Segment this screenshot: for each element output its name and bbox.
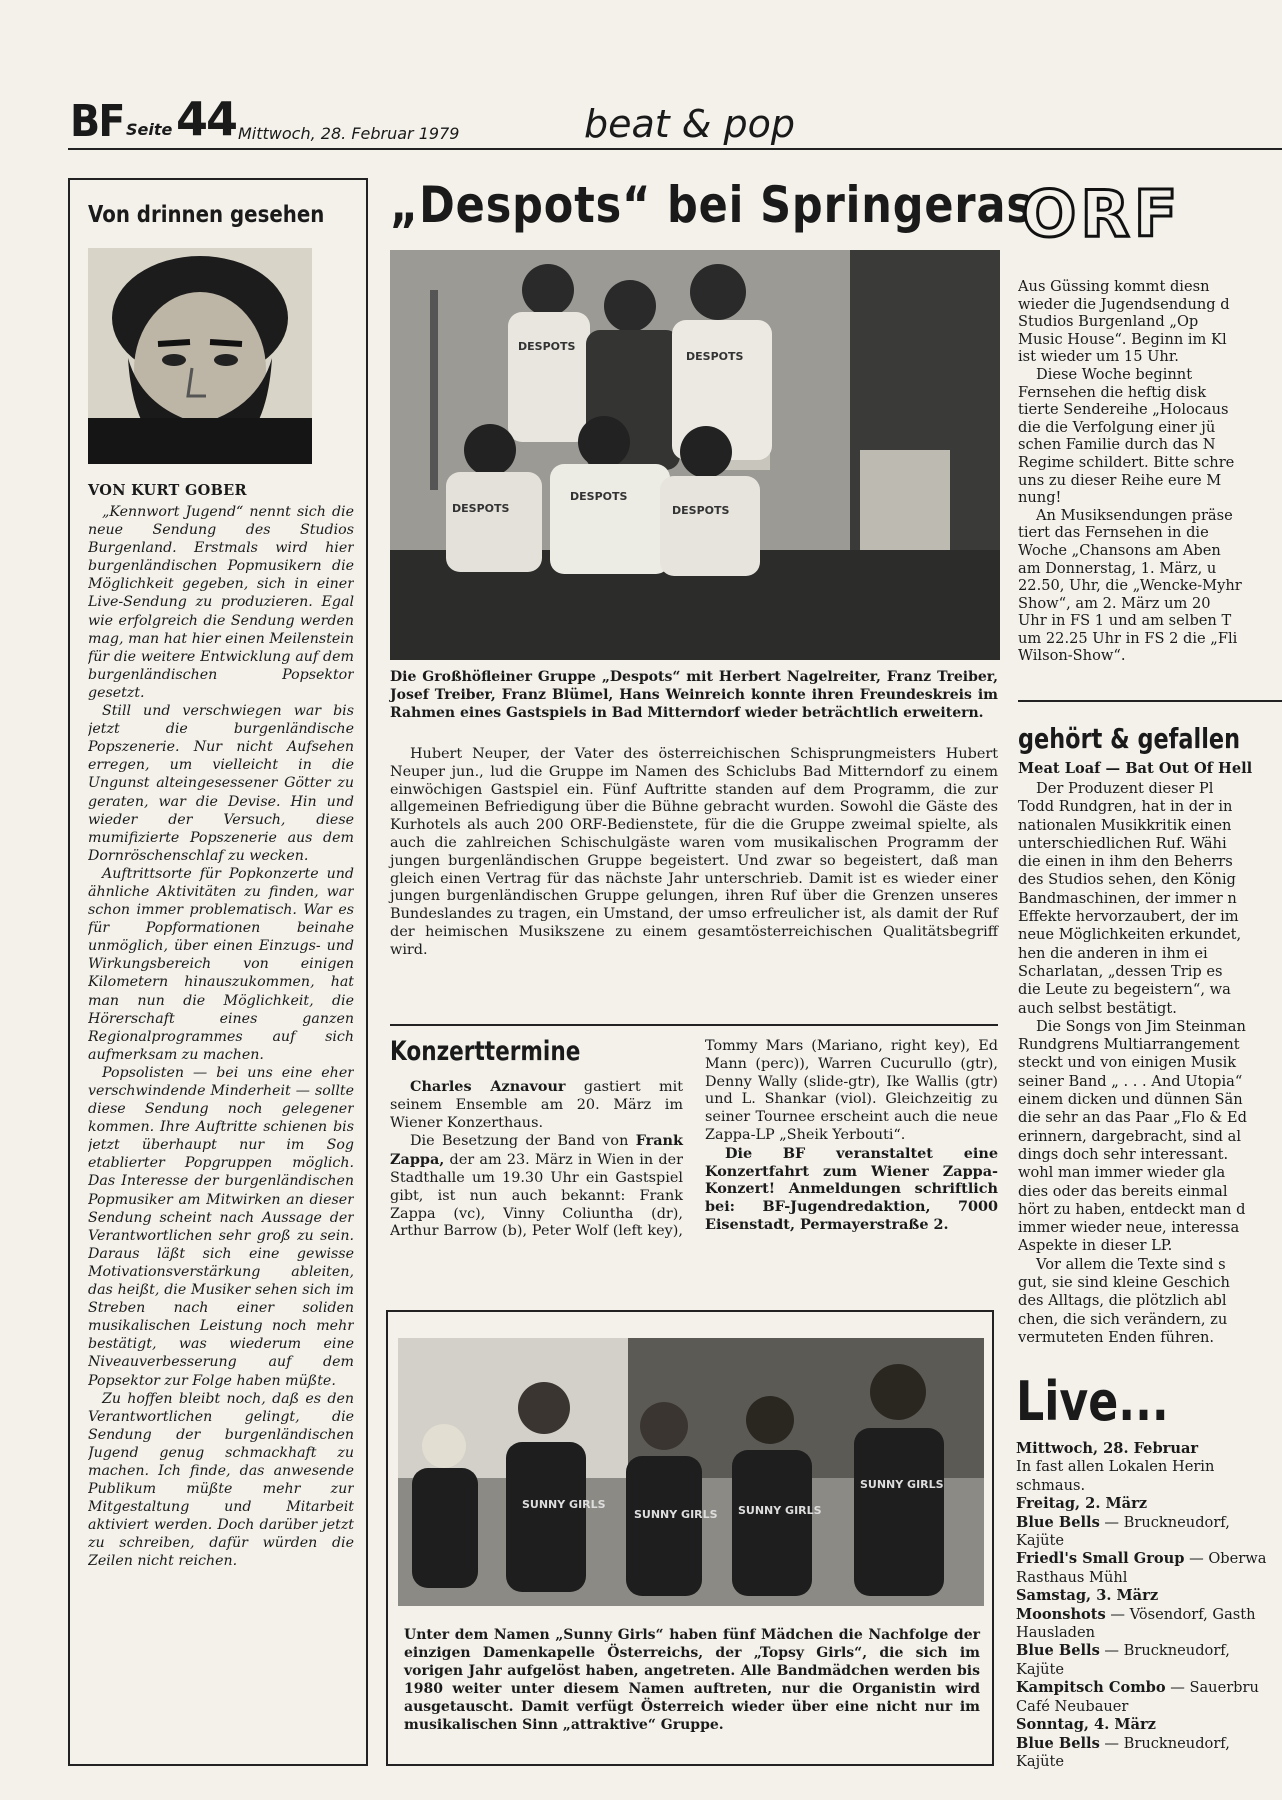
live-entry: Freitag, 2. März [1016,1495,1148,1513]
orf-line: Aus Güssing kommt diesn [1018,278,1210,295]
shirt-print: SUNNY GIRLS [522,1498,606,1511]
sunny-girls-photo [398,1338,984,1606]
orf-line: am Donnerstag, 1. März, u [1018,559,1217,577]
gehoert-line: die einen in ihm den Beherrs [1018,853,1233,871]
gehoert-line: Die Songs von Jim Steinman [1036,1017,1246,1035]
live-entry: Blue Bells — Bruckneudorf, [1016,1513,1230,1531]
column-left-paragraph: Auftrittsorte für Popkonzerte und ähnliche Aktivitäten zu finden, war schon immer problematisch. War es für Popformationen beinahe unmöglich, über einen Einzugs- und Wirkungsbereich von einigen Kilometern hinauszukommen, hat man nun die Möglichkeit, die Hörerschaft eines ganzen Regionalprogrammes auf sich aufmerksam zu machen. [88,865,354,1063]
main-headline: „Despots“ bei Springeras [390,176,1033,234]
shirt-print: SUNNY GIRLS [860,1478,944,1491]
konzert-artist: Frank Zappa, [390,1132,683,1169]
orf-line: tiert das Fernsehen in die [1018,524,1209,542]
gehoert-line: seiner Band „ . . . And Utopia“ [1018,1072,1243,1090]
orf-line: tierte Sendereihe „Holocaus [1018,401,1229,419]
gehoert-line: auch selbst bestätigt. [1018,999,1177,1017]
gehoert-line: des Alltags, die plötzlich abl [1018,1292,1227,1310]
gehoert-line: Aspekte in dieser LP. [1018,1237,1173,1255]
column-left-paragraph: Popsolisten — bei uns eine eher verschwindende Minderheit — sollte diese Sendung noch gelegener kommen. Ihre Auftritte schienen bis jetzt überhaupt nur im Sog etablierter Popgruppen möglich. Das Interesse der burgenländischen Popmusiker am Mitwirken an dieser Sendung scheint nach Aussage der Verantwortlichen sehr groß zu sein. Daraus läßt sich eine gewisse Motivationsverstärkung ableiten, das heißt, die Musiker sehen sich im Streben nach einer soliden musikalischen Leistung noch mehr bestätigt, was wiederum eine Niveauverbesserung auf dem Popsektor zur Folge haben müßte. [88,1064,354,1389]
orf-line: Music House“. Beginn im Kl [1018,330,1227,348]
column-left-border [68,178,70,1766]
live-entry: Kampitsch Combo — Sauerbru [1016,1679,1259,1697]
despots-caption: Die Großhöfleiner Gruppe „Despots“ mit Herbert Nagelreiter, Franz Treiber, Josef Treiber, Franz Blümel, Hans Weinreich konnte ihren Freundeskreis im Rahmen eines Gastspiels in Bad Mitterndorf wieder beträchtlich erweitern. [390,669,998,721]
live-entry: Mittwoch, 28. Februar [1016,1440,1199,1457]
orf-line: um 22.25 Uhr in FS 2 die „Fli [1018,629,1238,647]
page-label: Seite [126,120,173,139]
orf-line: wieder die Jugendsendung d [1018,295,1230,313]
shirt-print: DESPOTS [686,350,744,363]
live-entry: schmaus. [1016,1476,1086,1494]
konzert-text: gastiert mit seinem Ensemble am 20. März im Wiener Konzerthaus. [390,1079,683,1131]
shirt-print: SUNNY GIRLS [634,1508,718,1521]
gehoert-line: immer wieder neue, interessa [1018,1219,1240,1237]
gehoert-line: Todd Rundgren, hat in der in [1018,798,1233,816]
live-entry: Friedl's Small Group — Oberwa [1016,1550,1267,1568]
sunny-girls-caption: Unter dem Namen „Sunny Girls“ haben fünf Mädchen die Nachfolge der einzigen Damenkapelle Österreichs, der „Topsy Girls“, die sich im vorigen Jahr aufgelöst haben, angetreten. Alle Bandmädchen werden bis 1980 weiter unter diesem Namen auftreten, nur die Organistin wird ausgetauscht. Damit verfügt Österreich wieder über eine nicht nur im musikalischen Sinn „attraktive“ Gruppe. [404,1627,980,1733]
column-left-bottom-rule [68,1764,368,1766]
gehoert-line: steckt und von einigen Musik [1018,1054,1237,1072]
orf-line: Woche „Chansons am Aben [1018,541,1221,559]
column-left-paragraph: „Kennwort Jugend“ nennt sich die neue Sendung des Studios Burgenland. Erstmals wird hier burgenländischen Popmusikern die Möglichkeit gegeben, sich in einer Live-Sendung zu produzieren. Egal wie erfolgreich die Sendung werden mag, man hat hier einen Meilenstein für die weitere Entwicklung auf dem burgenländischen Popsektor gesetzt. [88,504,354,701]
author-byline: VON KURT GOBER [88,482,247,499]
issue-date: Mittwoch, 28. Februar 1979 [238,124,460,143]
gehoert-line: erinnern, dargebracht, sind al [1018,1127,1242,1145]
section-title: beat & pop [584,102,795,146]
gehoert-line: dings doch sehr interessant. [1018,1145,1229,1163]
orf-line: Uhr in FS 1 und am selben T [1018,612,1232,630]
orf-line: An Musiksendungen präse [1036,506,1233,524]
live-listing [1016,1440,1282,1771]
live-entry: Kajüte [1016,1752,1065,1770]
gehoert-line: wohl man immer wieder gla [1018,1164,1226,1182]
gehoert-review [1018,780,1282,1347]
column-left-body [88,503,354,1758]
live-entry: Kajüte [1016,1532,1065,1550]
gehoert-line: Scharlatan, „dessen Trip es [1018,962,1223,980]
despots-band-photo [390,250,1000,660]
live-entry: Sonntag, 4. März [1016,1716,1156,1734]
page-number: 44 [176,92,237,146]
konzert-body [390,1038,998,1273]
gehoert-line: die Leute zu begeistern“, wa [1018,981,1231,999]
shirt-print: SUNNY GIRLS [738,1504,822,1517]
gehoert-album-title: Meat Loaf — Bat Out Of Hell [1018,760,1253,777]
header-rule [68,148,1282,150]
gehoert-line: nationalen Musikkritik einen [1018,816,1232,834]
live-entry: Blue Bells — Bruckneudorf, [1016,1642,1230,1660]
gehoert-line: des Studios sehen, den König [1018,871,1236,889]
gehoert-line: chen, die sich verändern, zu [1018,1310,1228,1328]
column-left-paragraph: Still und verschwiegen war bis jetzt die burgenländische Popszenerie. Nur nicht Aufsehen erregen, um vielleicht in die Ungunst alteingesessener Götter zu geraten, war die Devise. Hin und wieder der Versuch, diese mumifizierte Popszenerie aus dem Dornröschenschlaf zu wecken. [88,703,354,864]
orf-line: Diese Woche beginnt [1036,365,1193,383]
live-entry: Hausladen [1016,1624,1096,1642]
despots-article-body [390,746,998,960]
column-left-headline: Von drinnen gesehen [88,202,325,228]
gehoert-line: unterschiedlichen Ruf. Wähi [1018,834,1227,852]
orf-line: Regime schildert. Bitte schre [1018,453,1235,471]
live-entry: Blue Bells — Bruckneudorf, [1016,1734,1230,1752]
gehoert-line: Bandmaschinen, der immer n [1018,889,1237,907]
gehoert-line: Rundgrens Multiarrangement [1018,1036,1240,1054]
live-entry: Samstag, 3. März [1016,1587,1159,1605]
orf-bottom-rule [1018,700,1282,702]
column-left-paragraph: Zu hoffen bleibt noch, daß es den Verantwortlichen gelingt, die Sendung der burgenländischen Jugend genug schmackhaft zu machen. Ich finde, das anwesende Publikum müßte mehr zur Mitgestaltung und Mitarbeit aktiviert werden. Doch darüber jetzt zu schreiben, dafür würden die Zeilen nicht reichen. [88,1390,354,1570]
gehoert-line: Effekte hervorzaubert, der im [1018,908,1239,926]
shirt-print: DESPOTS [452,502,510,515]
konzert-text: der am 23. März in Wien in der Stadthalle um 19.30 Uhr ein Gastspiel gibt, ist nun auch bekannt: Frank Zappa (vc), Vinny Coliuntha (dr), Arthur Barrow (b), Peter Wolf (left key), Tommy Mars (Mariano, right key), Ed Mann (perc)), Warren Cucurullo (gtr), Denny Wally (slide-gtr), Ike Wallis (gtr) und L. Shankar (viol). Gleichzeitig zu seiner Tournee erscheint auch die neue Zappa-LP „Sheik Yerbouti“. [390,1038,998,1240]
konzert-announcement: Die BF veranstaltet eine Konzertfahrt zum Wiener Zappa-Konzert! Anmeldungen schriftlich bei: BF-Jugendredaktion, 7000 Eisenstadt, Permayerstraße 2. [705,1144,998,1233]
orf-line: nung! [1018,489,1062,507]
live-headline: Live... [1016,1370,1169,1433]
orf-line: Studios Burgenland „Op [1018,313,1199,331]
orf-line: ist wieder um 15 Uhr. [1018,348,1179,366]
gehoert-line: gut, sie sind kleine Geschich [1018,1274,1230,1292]
orf-line: Wilson-Show“. [1018,647,1126,665]
gehoert-line: dies oder das bereits einmal [1018,1182,1228,1200]
shirt-print: DESPOTS [672,504,730,517]
shirt-print: DESPOTS [570,490,628,503]
live-entry: Moonshots — Vösendorf, Gasth [1016,1605,1256,1623]
orf-line: schen Familie durch das N [1018,436,1216,454]
shirt-print: DESPOTS [518,340,576,353]
konzert-text: Die Besetzung der Band von [410,1133,636,1150]
column-left-top-rule [68,178,368,180]
gehoert-line: Vor allem die Texte sind s [1036,1255,1226,1273]
orf-line: 22.50, Uhr, die „Wencke-Myhr [1018,577,1242,595]
gehoert-line: vermuteten Enden führen. [1018,1328,1215,1346]
despots-paragraph: Hubert Neuper, der Vater des österreichischen Schisprungmeisters Hubert Neuper jun., lud die Gruppe im Namen des Schiclubs Bad Mitterndorf zu einem einwöchigen Gastspiel ein. Fünf Auftritte standen auf dem Programm, die zur allgemeinen Befriedigung über die Bühne gebracht wurden. Sowohl die Gäste des Kurhotels als auch 200 ORF-Bedienstete, für die die Gruppe zweimal spielte, als auch die zahlreichen Schischulgäste waren vom musikalischen Programm der jungen burgenländischen Gruppe begeistert. Und zwar so begeistert, daß man gleich einen Vertrag für das nächste Jahr unterschrieb. Damit ist es wieder einer jungen burgenländischen Gruppe gelungen, ihren Ruf über die Grenzen unseres Bundeslandes zu tragen, ein Umstand, der umso erfreulicher ist, als damit der Ruf der heimischen Musikszene zu einem gesamtösterreichischen Qualitätsbegriff wird. [390,746,998,958]
orf-line: Show“, am 2. März um 20 [1018,594,1211,612]
gehoert-line: die sehr an das Paar „Flo & Ed [1018,1109,1247,1127]
gehoert-line: einem dicken und dünnen Sän [1018,1091,1243,1109]
gehoert-line: hen die anderen in ihm ei [1018,944,1208,962]
orf-line: die die Verfolgung einer jü [1018,418,1216,436]
author-portrait [88,248,312,464]
konzert-headline: Konzerttermine [390,1036,581,1067]
orf-logo: ORF [1022,178,1182,252]
brand-logo: BF [70,96,124,147]
orf-line: Fernsehen die heftig disk [1018,383,1207,401]
konzert-artist: Charles Aznavour [410,1078,566,1095]
live-entry: Rasthaus Mühl [1016,1568,1128,1586]
gehoert-line: Der Produzent dieser Pl [1036,780,1214,797]
konzert-top-rule [390,1024,998,1026]
orf-article [1018,278,1282,665]
column-left-border-right [366,178,368,1766]
orf-line: uns zu dieser Reihe eure M [1018,471,1222,489]
live-entry: In fast allen Lokalen Herin [1016,1458,1215,1476]
gehoert-headline: gehört & gefallen [1018,722,1241,755]
live-entry: Kajüte [1016,1660,1065,1678]
gehoert-line: neue Möglichkeiten erkundet, [1018,926,1242,944]
konzert-headline-spacer [390,1038,683,1078]
live-entry: Café Neubauer [1016,1697,1129,1715]
gehoert-line: hört zu haben, entdeckt man d [1018,1200,1246,1218]
